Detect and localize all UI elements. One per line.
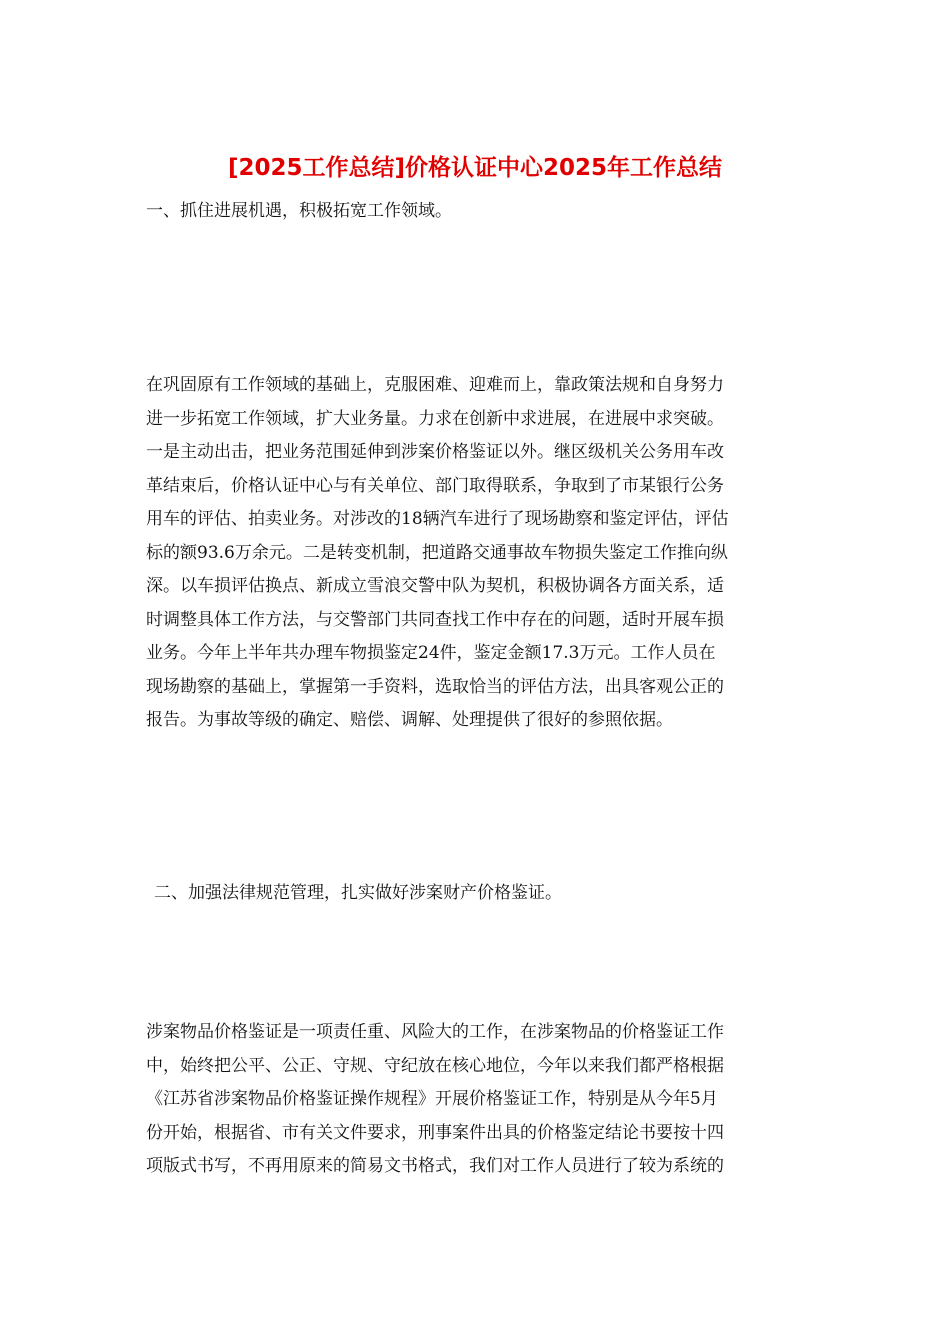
paragraph-line: 深。以车损评估换点、新成立雪浪交警中队为契机，积极协调各方面关系，适 bbox=[146, 576, 724, 596]
section-2-paragraph bbox=[146, 1016, 816, 1184]
paragraph-line: 在巩固原有工作领域的基础上，克服困难、迎难而上，靠政策法规和自身努力 bbox=[146, 375, 724, 395]
paragraph-line: 标的额93.6万余元。二是转变机制，把道路交通事故车物损失鉴定工作推向纵 bbox=[146, 542, 728, 563]
paragraph-line: 业务。今年上半年共办理车物损鉴定24件，鉴定金额17.3万元。工作人员在 bbox=[146, 643, 716, 663]
paragraph-line: 中，始终把公平、公正、守规、守纪放在核心地位，今年以来我们都严格根据 bbox=[146, 1055, 724, 1076]
paragraph-line: 进一步拓宽工作领域，扩大业务量。力求在创新中求进展，在进展中求突破。 bbox=[146, 408, 724, 429]
section-2-heading: 二、加强法律规范管理，扎实做好涉案财产价格鉴证。 bbox=[154, 883, 562, 903]
paragraph-line: 份开始，根据省、市有关文件要求，刑事案件出具的价格鉴定结论书要按十四 bbox=[146, 1122, 724, 1143]
paragraph-line: 革结束后，价格认证中心与有关单位、部门取得联系，争取到了市某银行公务 bbox=[146, 475, 724, 496]
paragraph-line: 项版式书写，不再用原来的简易文书格式，我们对工作人员进行了较为系统的 bbox=[146, 1156, 724, 1176]
paragraph-line: 一是主动出击，把业务范围延伸到涉案价格鉴证以外。继区级机关公务用车改 bbox=[146, 442, 724, 462]
section-1-paragraph bbox=[146, 369, 816, 738]
paragraph-line: 现场勘察的基础上，掌握第一手资料，选取恰当的评估方法，出具客观公正的 bbox=[146, 676, 724, 697]
paragraph-line: 涉案物品价格鉴证是一项责任重、风险大的工作，在涉案物品的价格鉴证工作 bbox=[146, 1022, 724, 1042]
paragraph-line: 用车的评估、拍卖业务。对涉改的18辆汽车进行了现场勘察和鉴定评估，评估 bbox=[146, 509, 729, 529]
paragraph-line: 报告。为事故等级的确定、赔偿、调解、处理提供了很好的参照依据。 bbox=[146, 710, 673, 730]
document-title: [2025工作总结]价格认证中心2025年工作总结 bbox=[227, 155, 723, 181]
paragraph-line: 《江苏省涉案物品价格鉴证操作规程》开展价格鉴证工作，特别是从今年5月 bbox=[146, 1089, 718, 1109]
paragraph-line: 时调整具体工作方法，与交警部门共同查找工作中存在的问题，适时开展车损 bbox=[146, 609, 724, 630]
section-1-heading: 一、抓住进展机遇，积极拓宽工作领域。 bbox=[146, 201, 452, 221]
